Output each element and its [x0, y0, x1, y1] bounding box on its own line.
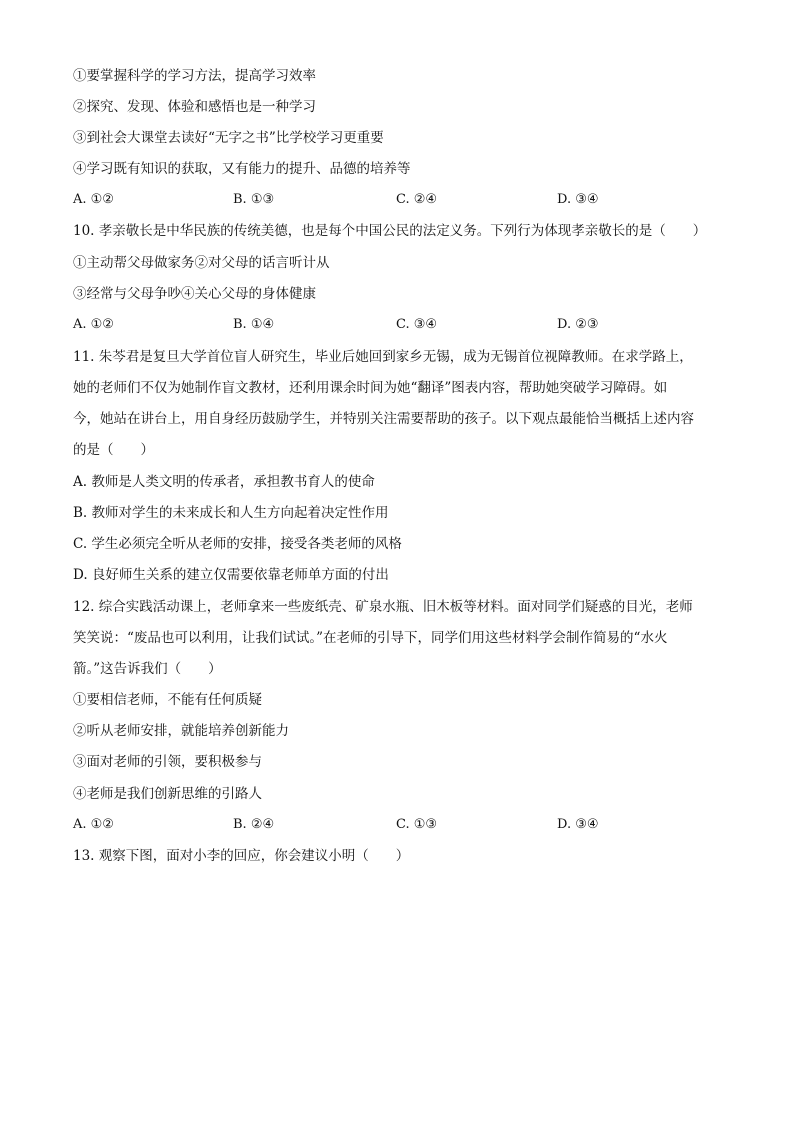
- q9-item-1: ①要掌握科学的学习方法，提高学习效率: [73, 68, 316, 84]
- q12-item-2: ②听从老师安排，就能培养创新能力: [73, 723, 289, 739]
- q12-option-b: B. ②④: [233, 817, 275, 832]
- q11-option-b: B. 教师对学生的未来成长和人生方向起着决定性作用: [73, 505, 389, 521]
- q12-stem-line-1: 12. 综合实践活动课上，老师拿来一些废纸壳、矿泉水瓶、旧木板等材料。面对同学们疑惑的目光，老师: [73, 599, 693, 615]
- q12-stem-line-3: 箭。”这告诉我们（ ）: [73, 661, 222, 677]
- q13-stem: 13. 观察下图，面对小李的回应，你会建议小明（ ）: [73, 848, 410, 864]
- q11-option-d: D. 良好师生关系的建立仅需要依靠老师单方面的付出: [73, 567, 389, 583]
- q12-option-c: C. ①③: [396, 817, 438, 832]
- q12-item-1: ①要相信老师，不能有任何质疑: [73, 692, 262, 708]
- q9-item-2: ②探究、发现、体验和感悟也是一种学习: [73, 99, 316, 115]
- q11-option-c: C. 学生必须完全听从老师的安排，接受各类老师的风格: [73, 536, 402, 552]
- q10-option-b: B. ①④: [233, 317, 275, 332]
- q9-item-3: ③到社会大课堂去读好“无字之书”比学校学习更重要: [73, 130, 384, 146]
- q12-item-4: ④老师是我们创新思维的引路人: [73, 786, 262, 802]
- q10-option-c: C. ③④: [396, 317, 438, 332]
- q11-option-a: A. 教师是人类文明的传承者，承担教书育人的使命: [73, 474, 375, 490]
- q12-item-3: ③面对老师的引领，要积极参与: [73, 754, 262, 770]
- q9-option-d: D. ③④: [557, 192, 599, 207]
- q12-stem-line-2: 笑笑说：“废品也可以利用，让我们试试。”在老师的引导下，同学们用这些材料学会制作简易的“水火: [73, 630, 668, 646]
- q9-option-b: B. ①③: [233, 192, 275, 207]
- q9-option-c: C. ②④: [396, 192, 438, 207]
- q9-option-a: A. ①②: [73, 192, 114, 207]
- q11-stem-line-2: 她的老师们不仅为她制作盲文教材，还利用课余时间为她“翻译”图表内容，帮助她突破学习障碍。如: [73, 380, 668, 396]
- q10-stem: 10. 孝亲敬长是中华民族的传统美德，也是每个中国公民的法定义务。下列行为体现孝亲敬长的是（ ）: [73, 223, 707, 239]
- q11-stem-line-1: 11. 朱芩君是复旦大学首位盲人研究生，毕业后她回到家乡无锡，成为无锡首位视障教师。在求学路上，: [73, 349, 693, 365]
- q12-option-d: D. ③④: [557, 817, 599, 832]
- q10-option-a: A. ①②: [73, 317, 114, 332]
- q10-item-2: ③经常与父母争吵④关心父母的身体健康: [73, 286, 316, 302]
- q12-option-a: A. ①②: [73, 817, 114, 832]
- q9-item-4: ④学习既有知识的获取，又有能力的提升、品德的培养等: [73, 161, 411, 177]
- q10-item-1: ①主动帮父母做家务②对父母的话言听计从: [73, 255, 330, 271]
- q10-option-d: D. ②③: [557, 317, 599, 332]
- q11-stem-line-4: 的是（ ）: [73, 442, 154, 458]
- q11-stem-line-3: 今，她站在讲台上，用自身经历鼓励学生，并特别关注需要帮助的孩子。以下观点最能恰当概括上述内容: [73, 411, 694, 427]
